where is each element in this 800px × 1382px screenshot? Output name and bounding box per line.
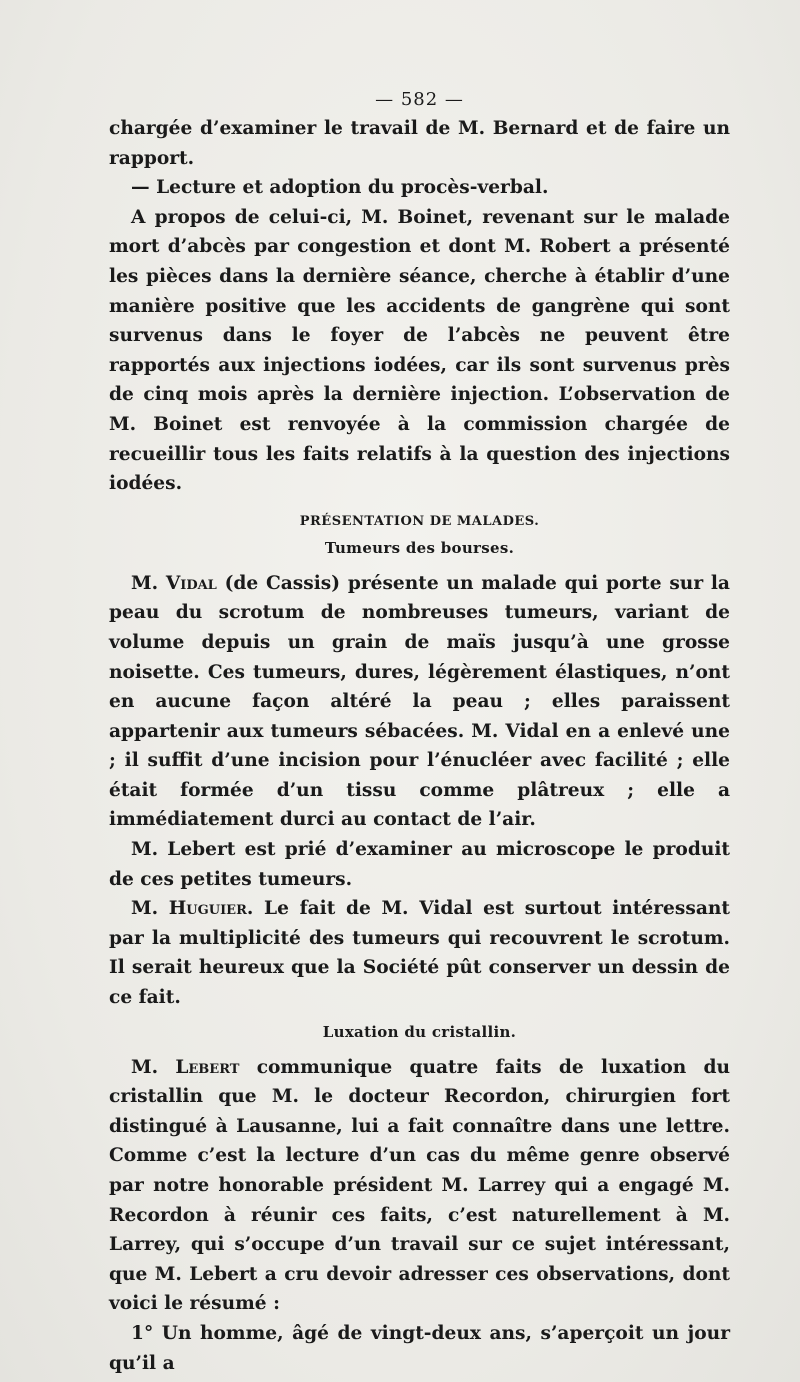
section-heading: PRÉSENTATION DE MALADES. [299, 513, 540, 529]
subsection-heading-tumeurs: Tumeurs des bourses. [324, 538, 515, 557]
paragraph-lebert-microscope: M. Lebert est prié d’examiner au microscope le produit de ces petites tumeurs. [109, 839, 730, 890]
speaker-prefix: M. [131, 898, 159, 920]
paragraph-huguier [109, 894, 730, 1012]
speaker-prefix: M. [131, 1056, 159, 1078]
speaker-name-huguier: Huguier. [168, 898, 254, 920]
speaker-name-vidal: Vidal [165, 572, 217, 594]
paragraph-case-one: 1° Un homme, âgé de vingt-deux ans, s’aperçoit un jour qu’il a [109, 1322, 730, 1374]
subsection-heading-luxation: Luxation du cristallin. [322, 1022, 517, 1041]
speaker-name-lebert: Lebert [175, 1056, 240, 1078]
page-number: — 582 — [375, 89, 464, 110]
paragraph-continuation: chargée d’examiner le travail de M. Bernard et de faire un rapport. [109, 118, 730, 169]
paragraph-vidal-text: (de Cassis) présente un malade qui porte sur la peau du scrotum de nombreuses tumeurs, variant de volume depuis un grain de maïs jusqu’à une grosse noisette. Ces tumeurs, dures, légèrement élastiques, n’ont en aucune façon altéré la peau ; elles paraissent appartenir aux tumeurs sébacées. M. Vidal en a enlevé une ; il suffit d’une incision pour l’énucléer avec facilité ; elle était formée d’un tissu comme plâtreux ; elle a immédiatement durci au contact de l’air. [109, 572, 730, 831]
paragraph-proces-verbal: — Lecture et adoption du procès-verbal. [131, 177, 549, 199]
paragraph-vidal [109, 569, 730, 835]
speaker-prefix: M. [131, 572, 159, 594]
paragraph-huguier-text: Le fait de M. Vidal est surtout intéressant par la multiplicité des tumeurs qui recouvrent le scrotum. Il serait heureux que la Société pût conserver un dessin de ce fait. [109, 898, 730, 1009]
paragraph-lebert-text: communique quatre faits de luxation du cristallin que M. le docteur Recordon, chirurgien fort distingué à Lausanne, lui a fait connaître dans une lettre. Comme c’est la lecture d’un cas du même genre observé par notre honorable président M. Larrey qui a engagé M. Recordon à réunir ces faits, c’est naturellement à M. Larrey, qui s’occupe d’un travail sur ce sujet intéressant, que M. Lebert a cru devoir adresser ces observations, dont voici le résumé : [109, 1056, 730, 1315]
paragraph-lebert [109, 1053, 730, 1319]
paragraph-boinet: A propos de celui-ci, M. Boinet, revenant sur le malade mort d’abcès par congestion et dont M. Robert a présenté les pièces dans la dernière séance, cherche à établir d’une manière positive que les accidents de gangrène qui sont survenus dans le foyer de l’abcès ne peuvent être rapportés aux injections iodées, car ils sont survenus près de cinq mois après la dernière injection. L’observation de M. Boinet est renvoyée à la commission chargée de recueillir tous les faits relatifs à la question des injections iodées. [109, 206, 730, 495]
